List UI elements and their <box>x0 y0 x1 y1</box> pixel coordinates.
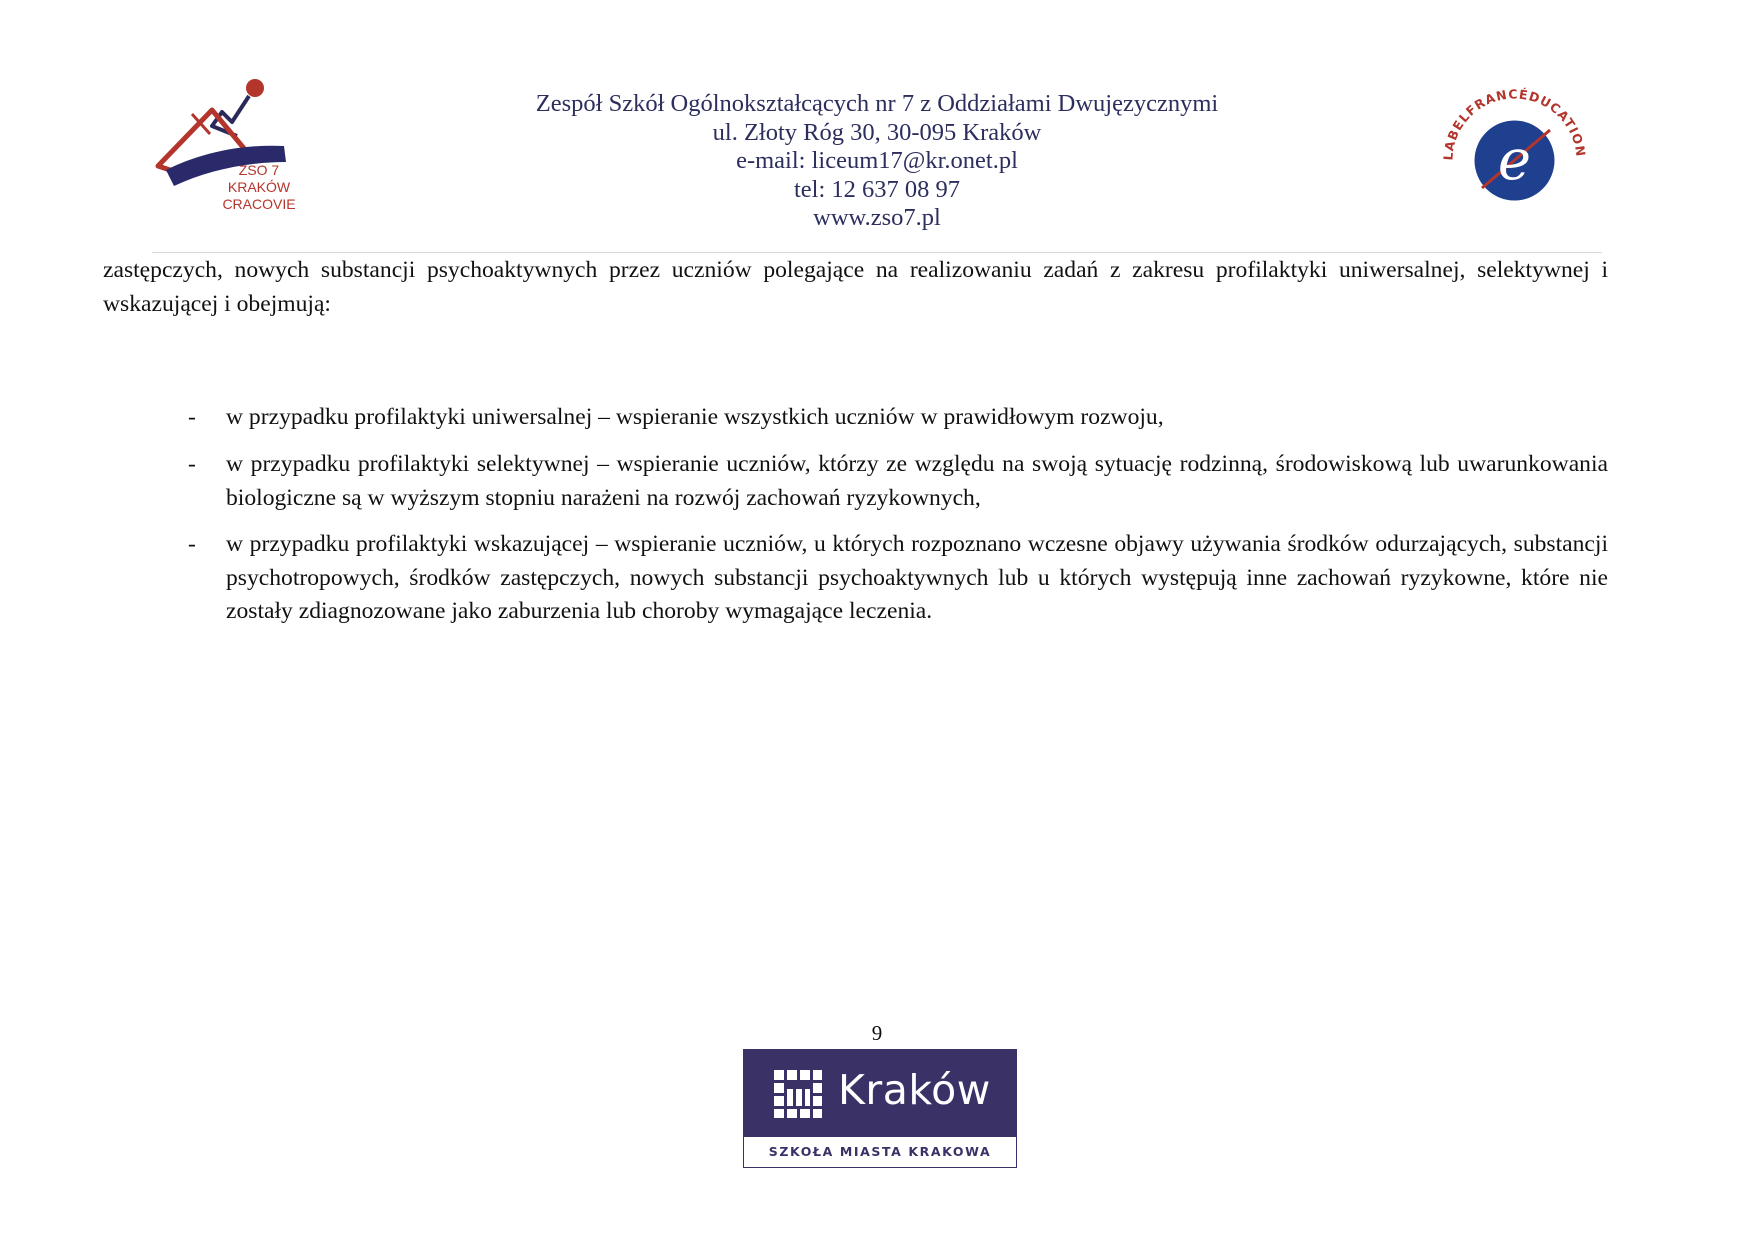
seal-ring-text: LABELFRANCÉDUCATION <box>1440 86 1589 161</box>
krakow-emblem-icon <box>774 1070 822 1118</box>
list-bullet: - <box>188 531 196 557</box>
list-item-text: w przypadku profilaktyki uniwersalnej – wspieranie wszystkich uczniów w prawidłowym rozwoju, <box>226 404 1164 430</box>
logo-line-zso: ZSO 7 <box>238 162 280 178</box>
badge-title: Kraków <box>838 1066 991 1114</box>
school-contact-block <box>452 90 1302 233</box>
list-bullet: - <box>188 451 196 477</box>
logo-line-krakow: KRAKÓW <box>227 179 291 195</box>
school-email: e-mail: liceum17@kr.onet.pl <box>736 147 1018 174</box>
school-phone: tel: 12 637 08 97 <box>793 175 961 203</box>
zso7-logo <box>152 74 302 224</box>
seal-letter: e <box>1497 128 1532 193</box>
krakow-school-badge <box>743 1049 1017 1168</box>
document-body <box>103 254 1608 624</box>
intro-paragraph: zastępczych, nowych substancji psychoaktywnych przez uczniów polegające na realizowaniu zadań z zakresu profilaktyki uniwersalnej, selektywnej i wskazującej i obejmują: <box>103 257 1608 317</box>
labelfranceducation-seal-icon <box>1432 78 1597 243</box>
school-address: ul. Złoty Róg 30, 30-095 Kraków <box>712 118 1042 146</box>
logo-line-cracovie: CRACOVIE <box>222 196 296 212</box>
school-website: www.zso7.pl <box>813 204 941 231</box>
letterhead <box>152 70 1602 253</box>
list-item-text: w przypadku profilaktyki selektywnej – wspieranie uczniów, którzy ze względu na swoją sytuację rodzinną, środowiskową lub uwarunkowania biologiczne są w wyższym stopniu narażeni na rozwój zachowań ryzykownych, <box>226 451 1608 511</box>
page-number: 9 <box>871 1021 883 1045</box>
list-bullet: - <box>188 404 196 430</box>
badge-subtitle: SZKOŁA MIASTA KRAKOWA <box>768 1144 992 1159</box>
school-name: Zespół Szkół Ogólnokształcących nr 7 z Oddziałami Dwujęzycznymi <box>535 90 1219 117</box>
list-item-text: w przypadku profilaktyki wskazującej – wspieranie uczniów, u których rozpoznano wczesne objawy używania środków odurzających, substancji psychotropowych, środków zastępczych, nowych substancji psychoaktywnych lub u których występują inne zachowań ryzykowne, które nie zostały zdiagnozowane jako zaburzenia lub choroby wymagające leczenia. <box>226 531 1608 624</box>
labelfranceducation-logo <box>1432 78 1597 243</box>
